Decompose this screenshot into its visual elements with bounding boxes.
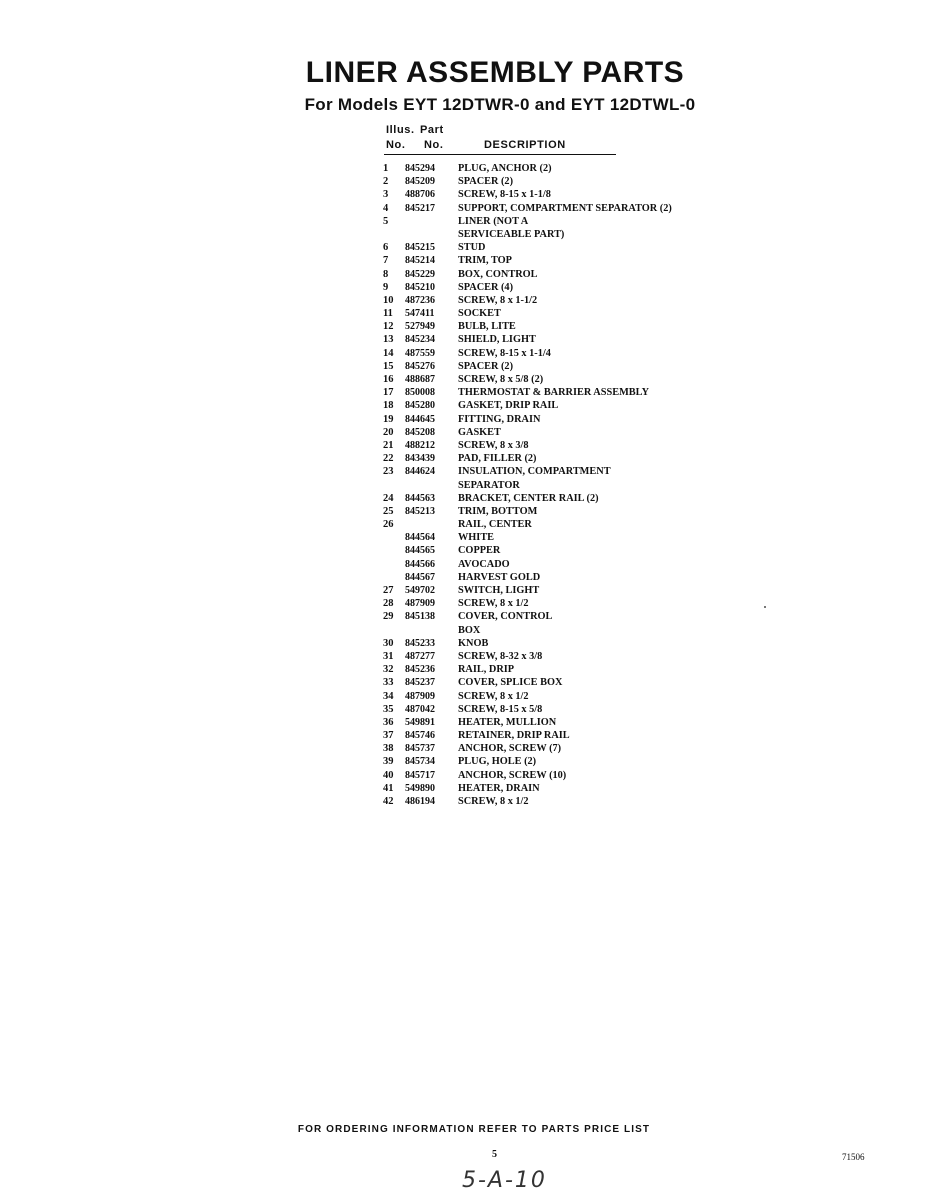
illus-number: 26 — [383, 519, 394, 531]
part-description: PLUG, HOLE (2) — [458, 756, 537, 768]
parts-row — [383, 413, 723, 426]
parts-row — [383, 755, 723, 768]
part-number: 527949 — [405, 321, 435, 333]
part-number: 845209 — [405, 176, 435, 188]
part-description: AVOCADO — [458, 558, 510, 570]
part-number: 845138 — [405, 611, 435, 623]
part-description: SPACER (4) — [458, 281, 514, 293]
parts-row — [383, 281, 723, 294]
parts-row — [383, 558, 723, 571]
handwritten-note: 5-A-10 — [462, 1168, 547, 1193]
parts-row — [383, 597, 723, 610]
illus-number: 16 — [383, 374, 394, 385]
page-title: LINER ASSEMBLY PARTS — [305, 56, 685, 89]
part-number: 549890 — [405, 782, 435, 794]
illus-number — [383, 558, 405, 571]
header-part-label: Part — [420, 124, 444, 136]
part-number: 549891 — [405, 716, 435, 728]
part-number: 845276 — [405, 360, 435, 372]
part-description: INSULATION, COMPARTMENT — [458, 466, 611, 478]
header-description: DESCRIPTION — [484, 139, 566, 151]
parts-row — [383, 676, 723, 689]
part-description: SPACER (2) — [458, 176, 514, 188]
part-description: LINER (NOT A — [458, 215, 529, 227]
part-number — [405, 479, 458, 492]
illus-number: 22 — [383, 453, 394, 465]
illus-number: 30 — [383, 637, 394, 649]
parts-row — [383, 492, 723, 505]
parts-row — [383, 505, 723, 518]
part-description: SCREW, 8 x 1/2 — [458, 690, 529, 702]
parts-row — [383, 426, 723, 439]
parts-row — [383, 518, 723, 531]
illus-number — [383, 624, 405, 637]
part-description: SCREW, 8-15 x 5/8 — [458, 703, 543, 715]
part-description: FITTING, DRAIN — [458, 413, 541, 425]
part-number: 845734 — [405, 756, 435, 768]
part-description: TRIM, TOP — [458, 255, 512, 267]
part-description: KNOB — [458, 637, 489, 649]
parts-row — [383, 202, 723, 215]
part-number: 547411 — [405, 308, 435, 320]
part-number: 488706 — [405, 189, 435, 201]
illus-number: 7 — [383, 255, 389, 267]
part-description: RAIL, DRIP — [458, 664, 515, 676]
illus-number — [383, 479, 405, 492]
parts-row — [383, 624, 723, 637]
part-description: SPACER (2) — [458, 360, 514, 372]
part-number: 845236 — [405, 664, 435, 676]
part-description: SHIELD, LIGHT — [458, 334, 536, 346]
illus-number: 28 — [383, 598, 394, 610]
part-number: 845234 — [405, 334, 435, 346]
parts-row — [383, 584, 723, 597]
part-number: 844565 — [405, 545, 435, 557]
parts-row — [383, 795, 723, 808]
parts-row — [383, 769, 723, 782]
part-number: 488687 — [405, 374, 435, 385]
illus-number: 18 — [383, 400, 394, 412]
parts-row — [383, 307, 723, 320]
page-number: 5 — [492, 1149, 497, 1160]
illus-number: 6 — [383, 242, 389, 254]
part-description: SCREW, 8-15 x 1-1/4 — [458, 347, 551, 359]
parts-row — [383, 320, 723, 333]
part-number: 844564 — [405, 532, 435, 544]
part-description: BOX, CONTROL — [458, 268, 538, 280]
illus-number: 31 — [383, 650, 394, 662]
part-number: 488212 — [405, 439, 435, 451]
part-number: 845233 — [405, 637, 435, 649]
part-description: PAD, FILLER (2) — [458, 453, 537, 465]
parts-row — [383, 162, 723, 175]
parts-row — [383, 531, 723, 544]
part-number: 845746 — [405, 730, 435, 742]
parts-row — [383, 215, 723, 228]
part-description: SWITCH, LIGHT — [458, 585, 540, 596]
parts-row — [383, 333, 723, 346]
parts-row — [383, 241, 723, 254]
illus-number: 36 — [383, 716, 394, 728]
part-description: SCREW, 8-32 x 3/8 — [458, 650, 543, 662]
part-number: 845280 — [405, 400, 435, 412]
parts-row — [383, 703, 723, 716]
illus-number: 10 — [383, 294, 394, 306]
part-description: ANCHOR, SCREW (7) — [458, 743, 562, 755]
illus-number: 13 — [383, 334, 394, 346]
parts-row — [383, 360, 723, 373]
illus-number: 1 — [383, 163, 389, 174]
part-description: COVER, SPLICE BOX — [458, 677, 563, 689]
illus-number — [383, 571, 405, 584]
part-description: GASKET — [458, 426, 501, 438]
parts-row — [383, 399, 723, 412]
part-description: SCREW, 8 x 1/2 — [458, 796, 529, 807]
illus-number: 2 — [383, 176, 389, 188]
parts-list — [383, 162, 723, 808]
parts-row — [383, 690, 723, 703]
part-number: 845208 — [405, 426, 435, 438]
header-illus-label: Illus. — [386, 124, 415, 136]
illus-number: 5 — [383, 215, 389, 227]
illus-number: 9 — [383, 281, 389, 293]
part-number: 850008 — [405, 387, 435, 399]
part-description: BULB, LITE — [458, 321, 516, 333]
parts-row — [383, 373, 723, 386]
parts-row — [383, 175, 723, 188]
part-number: 487277 — [405, 650, 435, 662]
part-number: 843439 — [405, 453, 435, 465]
illus-number — [383, 544, 405, 557]
illus-number: 42 — [383, 796, 394, 807]
parts-row — [383, 729, 723, 742]
illus-number — [383, 228, 405, 241]
part-description: THERMOSTAT & BARRIER ASSEMBLY — [458, 387, 650, 399]
part-number: 845215 — [405, 242, 435, 254]
part-number: 487042 — [405, 703, 435, 715]
illus-number: 35 — [383, 703, 394, 715]
illus-number: 23 — [383, 466, 394, 478]
part-number: 845229 — [405, 268, 435, 280]
part-description: TRIM, BOTTOM — [458, 505, 538, 517]
illus-number: 20 — [383, 426, 394, 438]
part-description: SERVICEABLE PART) — [458, 228, 565, 240]
illus-number: 41 — [383, 782, 394, 794]
illus-number: 37 — [383, 730, 394, 742]
parts-row — [383, 386, 723, 399]
part-description: SEPARATOR — [458, 479, 520, 491]
parts-row — [383, 742, 723, 755]
part-number — [405, 228, 458, 241]
parts-row — [383, 465, 723, 478]
part-description: SCREW, 8 x 3/8 — [458, 439, 529, 451]
part-description: WHITE — [458, 532, 495, 544]
parts-row — [383, 188, 723, 201]
part-number — [405, 624, 458, 637]
illus-number: 12 — [383, 321, 394, 333]
illus-number: 38 — [383, 743, 394, 755]
illus-number: 39 — [383, 756, 394, 768]
parts-row — [383, 479, 723, 492]
part-description: ANCHOR, SCREW (10) — [458, 769, 567, 781]
part-number: 845214 — [405, 255, 435, 267]
ordering-note: FOR ORDERING INFORMATION REFER TO PARTS PRICE LIST — [297, 1124, 651, 1135]
part-description: HEATER, MULLION — [458, 716, 557, 728]
part-number: 487909 — [405, 598, 435, 610]
header-part-no: No. — [424, 139, 444, 151]
scan-speck — [764, 606, 766, 608]
illus-number: 15 — [383, 360, 394, 372]
part-description: COVER, CONTROL — [458, 611, 553, 623]
part-description: SCREW, 8 x 5/8 (2) — [458, 374, 544, 385]
illus-number: 11 — [383, 308, 393, 320]
illus-number: 33 — [383, 677, 394, 689]
part-number: 845717 — [405, 769, 435, 781]
header-illus-no: No. — [386, 139, 406, 151]
document-number: 71506 — [842, 1152, 865, 1162]
parts-row — [383, 663, 723, 676]
part-description: BOX — [458, 624, 481, 636]
illus-number — [383, 531, 405, 544]
part-description: RAIL, CENTER — [458, 519, 532, 531]
parts-row — [383, 544, 723, 557]
illus-number: 40 — [383, 769, 394, 781]
part-number: 844566 — [405, 558, 435, 570]
part-description: SCREW, 8-15 x 1-1/8 — [458, 189, 551, 201]
part-number: 844563 — [405, 492, 435, 504]
part-description: GASKET, DRIP RAIL — [458, 400, 559, 412]
parts-row — [383, 610, 723, 623]
parts-row — [383, 294, 723, 307]
illus-number: 21 — [383, 439, 394, 451]
part-number: 844645 — [405, 413, 435, 425]
illus-number: 19 — [383, 413, 394, 425]
parts-row — [383, 347, 723, 360]
part-number: 845737 — [405, 743, 435, 755]
parts-row — [383, 571, 723, 584]
part-description: COPPER — [458, 545, 501, 557]
part-number: 845294 — [405, 163, 435, 174]
part-description: HEATER, DRAIN — [458, 782, 540, 794]
part-number: 845237 — [405, 677, 435, 689]
part-number: 844567 — [405, 571, 435, 583]
parts-row — [383, 254, 723, 267]
parts-row — [383, 716, 723, 729]
part-number: 549702 — [405, 585, 435, 596]
part-number: 845217 — [405, 202, 435, 214]
parts-row — [383, 228, 723, 241]
parts-row — [383, 637, 723, 650]
part-description: RETAINER, DRIP RAIL — [458, 730, 570, 742]
part-description: HARVEST GOLD — [458, 571, 541, 583]
part-description: SOCKET — [458, 308, 501, 320]
illus-number: 17 — [383, 387, 394, 399]
part-number: 487236 — [405, 294, 435, 306]
part-number: 486194 — [405, 796, 435, 807]
parts-row — [383, 782, 723, 795]
illus-number: 24 — [383, 492, 394, 504]
parts-row — [383, 650, 723, 663]
illus-number: 14 — [383, 347, 394, 359]
part-number: 844624 — [405, 466, 435, 478]
part-description: SUPPORT, COMPARTMENT SEPARATOR (2) — [458, 202, 672, 214]
illus-number: 34 — [383, 690, 394, 702]
part-description: SCREW, 8 x 1/2 — [458, 598, 529, 610]
illus-number: 27 — [383, 585, 394, 596]
illus-number: 32 — [383, 664, 394, 676]
part-number: 487559 — [405, 347, 435, 359]
parts-row — [383, 452, 723, 465]
part-number: 845210 — [405, 281, 435, 293]
illus-number: 8 — [383, 268, 389, 280]
part-description: SCREW, 8 x 1-1/2 — [458, 294, 538, 306]
part-number: 845213 — [405, 505, 435, 517]
part-number: 487909 — [405, 690, 435, 702]
parts-row — [383, 268, 723, 281]
part-number — [405, 518, 458, 531]
parts-row — [383, 439, 723, 452]
part-description: PLUG, ANCHOR (2) — [458, 163, 552, 174]
illus-number: 25 — [383, 505, 394, 517]
illus-number: 4 — [383, 202, 389, 214]
part-description: STUD — [458, 242, 486, 254]
illus-number: 3 — [383, 189, 389, 201]
models-subtitle: For Models EYT 12DTWR-0 and EYT 12DTWL-0 — [304, 95, 696, 114]
part-description: BRACKET, CENTER RAIL (2) — [458, 492, 599, 504]
part-number — [405, 215, 458, 228]
illus-number: 29 — [383, 611, 394, 623]
header-rule — [384, 154, 616, 155]
